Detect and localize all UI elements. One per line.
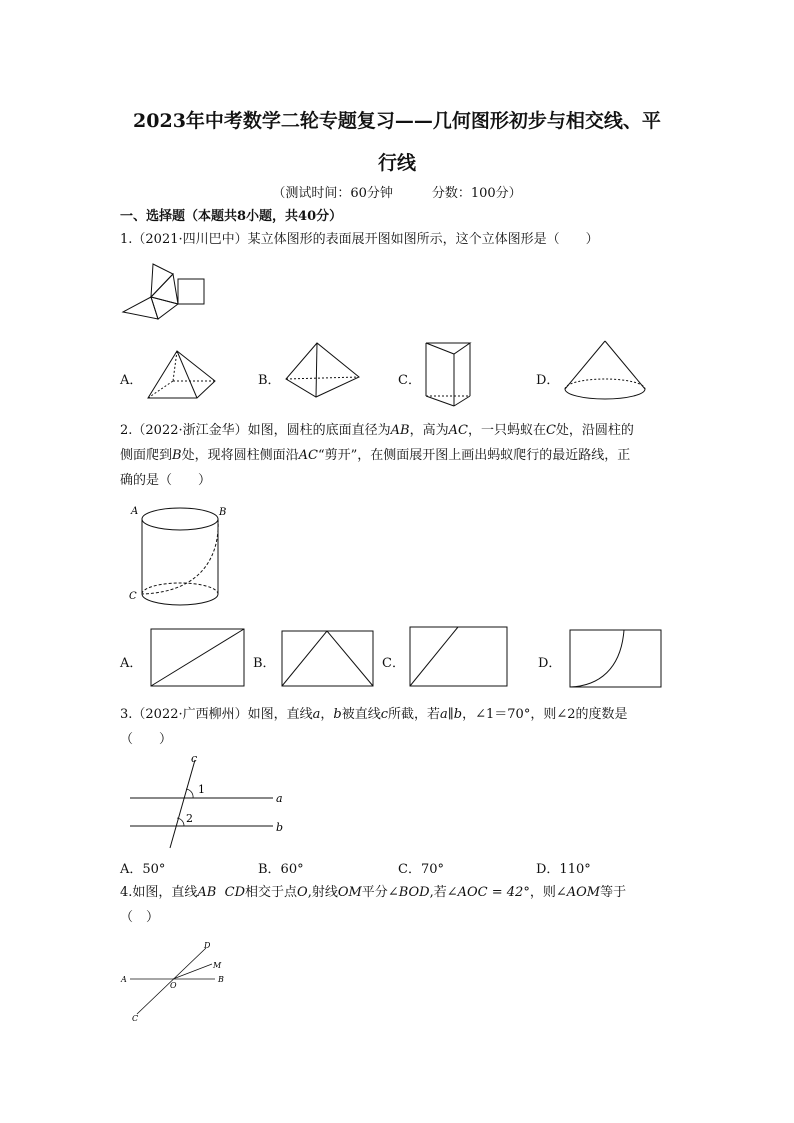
q4-intersecting-lines-figure	[118, 938, 238, 1023]
q3-label-c: c	[191, 752, 198, 765]
q2-line-2: 侧面爬到B处，现将圆柱侧面沿AC“剪开”，在侧面展开图上画出蚂蚁爬行的最近路线，正	[120, 448, 631, 463]
q2-option-d-label[interactable]: D．	[538, 656, 562, 671]
q1-option-c-prism[interactable]	[423, 340, 475, 408]
q1-option-d-label[interactable]: D．	[536, 373, 560, 388]
q2-option-c-label[interactable]: C．	[382, 656, 405, 671]
q2-line-1: 2.（2022·浙江金华）如图，圆柱的底面直径为AB，高为AC，一只蚂蚁在C处，沿圆柱的	[120, 423, 634, 438]
q2-label-b: B	[219, 507, 227, 518]
q3-label-angle-2: 2	[186, 812, 193, 825]
q2-label-a: A	[131, 506, 139, 517]
q1-option-a-pyramid[interactable]	[145, 348, 217, 403]
q3-label-angle-1: 1	[198, 783, 205, 796]
question-1-text: 1.（2021·四川巴中）某立体图形的表面展开图如图所示，这个立体图形是（ ）	[120, 232, 599, 247]
q2-line-3: 确的是（ ）	[120, 473, 212, 488]
q2-option-d-figure[interactable]	[569, 629, 663, 689]
q1-option-b-tetrahedron[interactable]	[283, 340, 365, 400]
q4-label-o: O	[170, 981, 177, 990]
q2-cylinder-figure	[125, 502, 225, 610]
q3-line-1: 3.（2022·广西柳州）如图，直线a，b被直线c所截，若a∥b，∠1＝70°，则∠2的度数是	[120, 707, 628, 722]
q4-label-c: C	[132, 1014, 139, 1023]
section-header: 一、选择题（本题共8小题，共40分）	[120, 209, 343, 224]
q3-parallel-lines-figure	[125, 752, 295, 852]
q1-option-b-label[interactable]: B．	[258, 373, 281, 388]
q2-option-b-figure[interactable]	[281, 630, 375, 688]
q1-option-d-cone[interactable]	[562, 338, 650, 408]
q2-label-c: C	[129, 591, 137, 602]
question-2-text	[120, 418, 680, 493]
q2-option-a-figure[interactable]	[150, 628, 246, 688]
question-4-text	[120, 880, 680, 930]
q1-option-a-label[interactable]: A．	[120, 373, 143, 388]
q3-option-d[interactable]: D．110°	[536, 862, 591, 877]
q1-option-c-label[interactable]: C．	[398, 373, 421, 388]
test-info: （测试时间：60分钟 分数：100分）	[272, 186, 522, 201]
question-3-text	[120, 702, 680, 752]
q4-label-d: D	[204, 941, 211, 950]
q3-line-2: （ ）	[120, 732, 173, 747]
q3-option-a[interactable]: A．50°	[120, 862, 166, 877]
q4-line-2: （ ）	[120, 910, 160, 925]
q3-label-a: a	[276, 792, 283, 805]
q2-option-c-figure[interactable]	[409, 626, 509, 688]
q2-option-b-label[interactable]: B．	[253, 656, 276, 671]
q3-option-c[interactable]: C．70°	[398, 862, 444, 877]
page-title: 2023年中考数学二轮专题复习——几何图形初步与相交线、平	[133, 110, 661, 132]
q4-label-b: B	[218, 975, 224, 984]
q4-line-1: 4.如图，直线AB CD相交于点O,射线OM平分∠BOD,若∠AOC = 42°，则∠AOM等于	[120, 885, 627, 900]
q4-label-a: A	[121, 975, 127, 984]
page-title-continued: 行线	[377, 152, 416, 174]
q3-label-b: b	[276, 821, 284, 834]
q2-option-a-label[interactable]: A．	[120, 656, 143, 671]
q1-net-figure	[118, 256, 218, 328]
q4-label-m: M	[213, 961, 222, 970]
q3-option-b[interactable]: B．60°	[258, 862, 304, 877]
